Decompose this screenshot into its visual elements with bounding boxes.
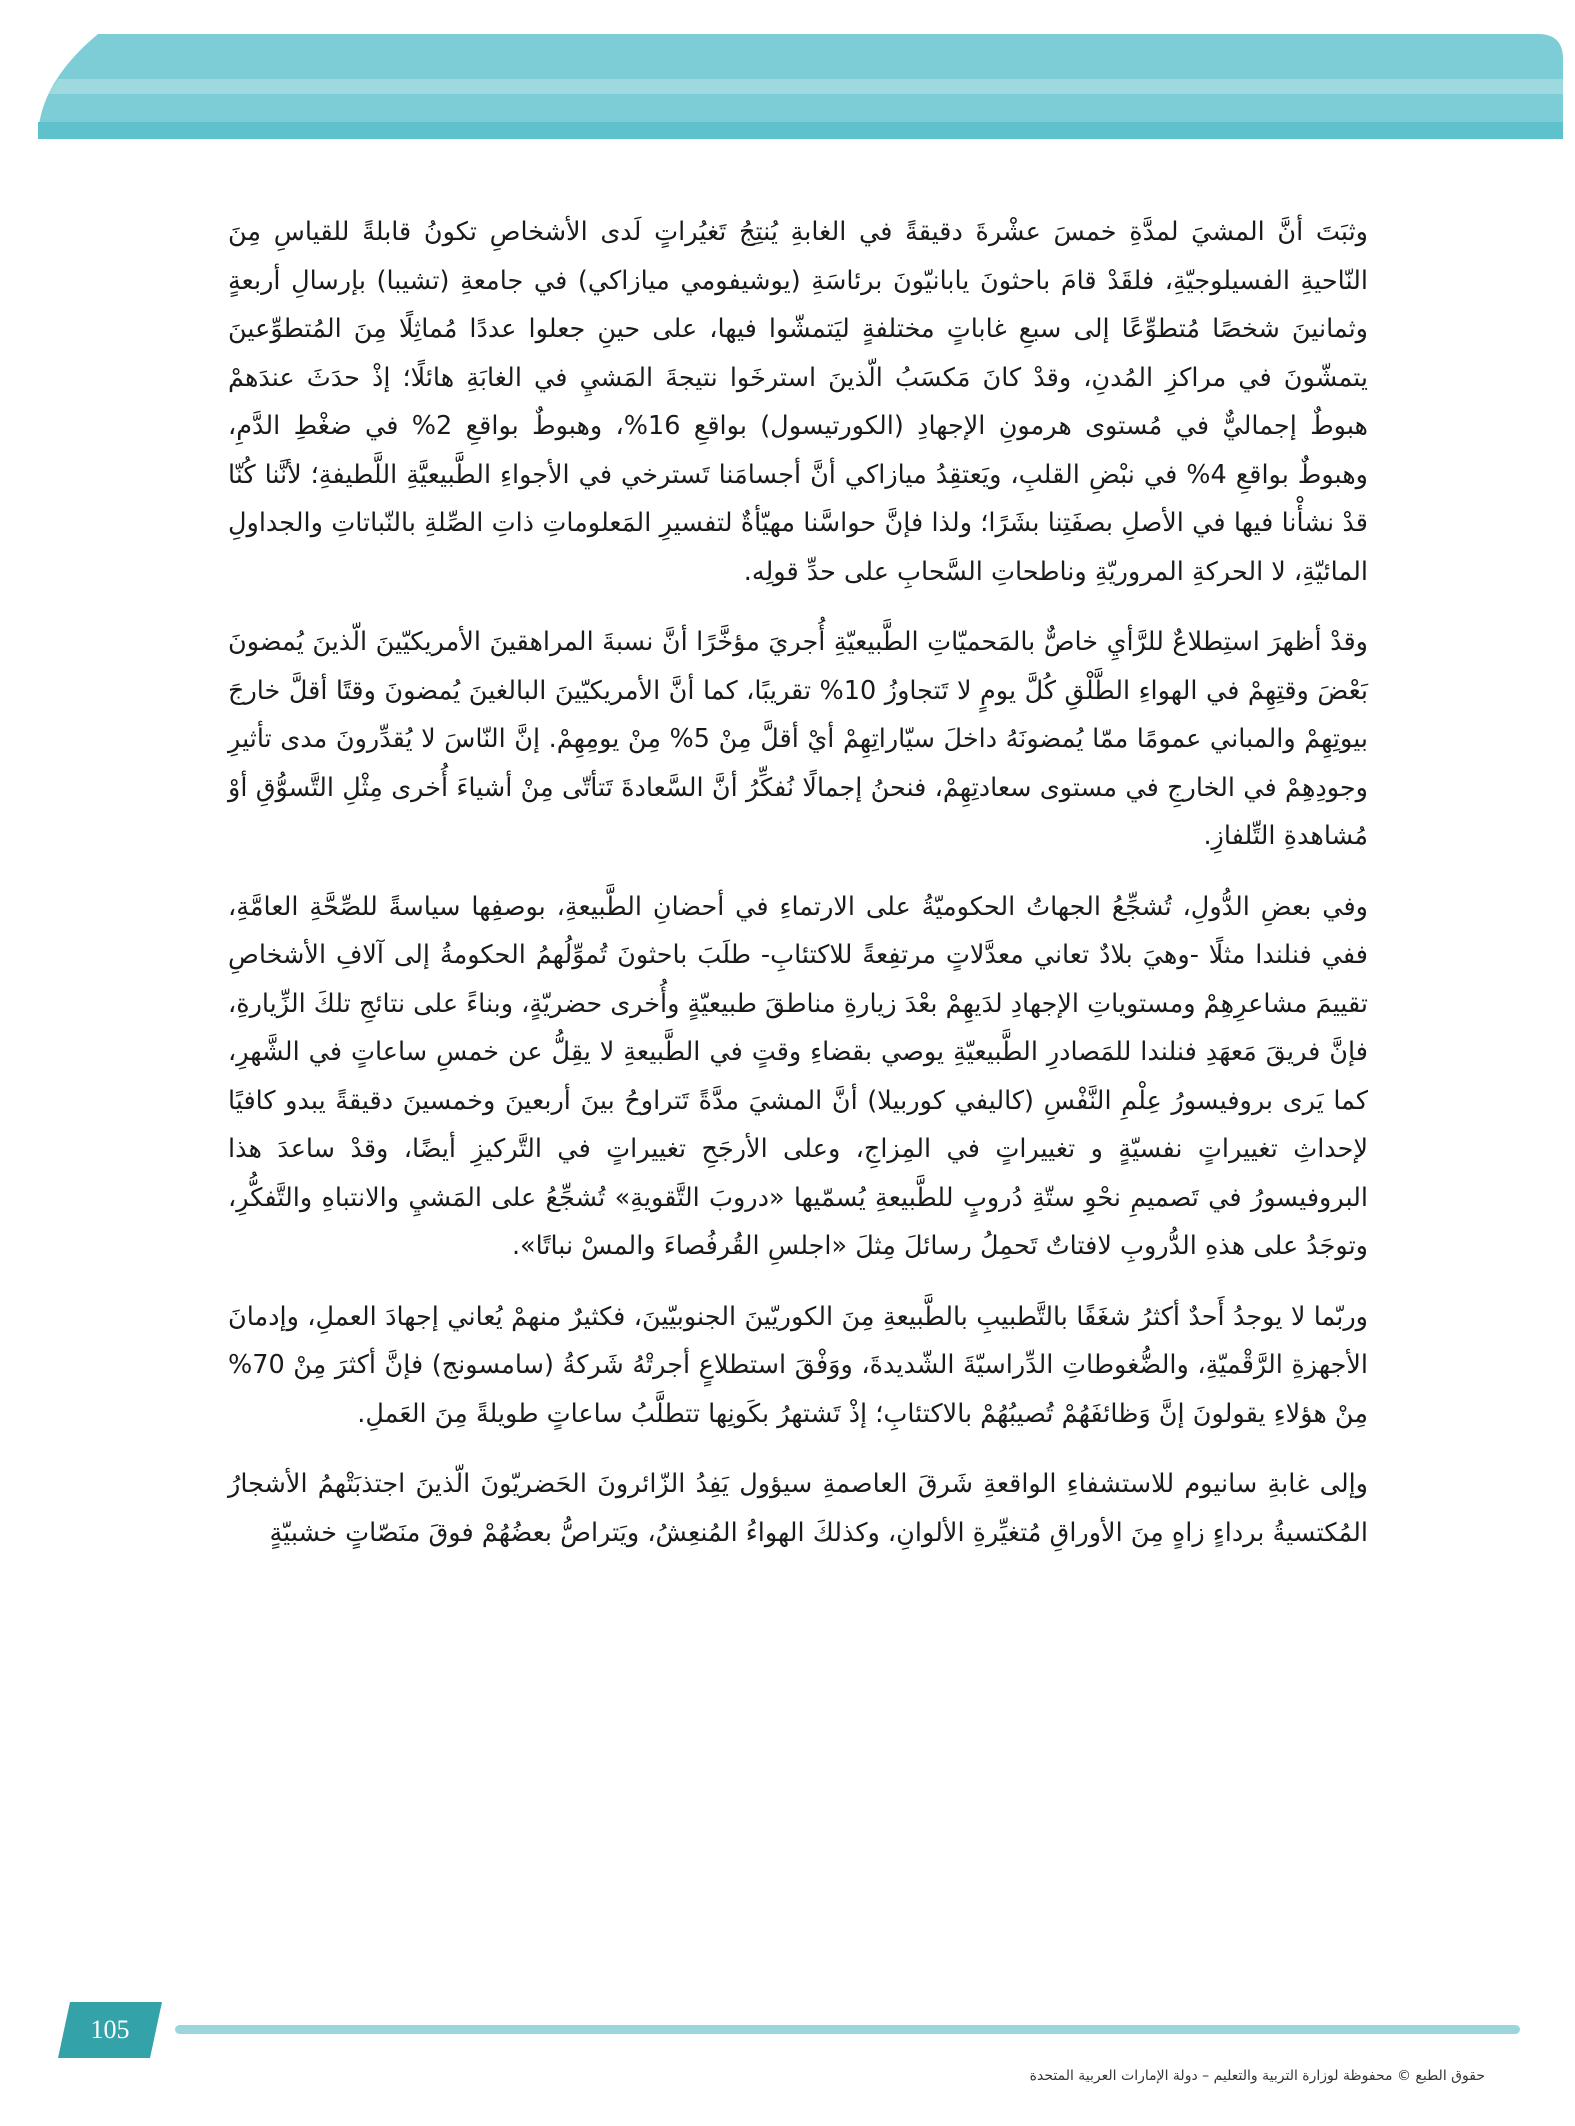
article-body	[228, 208, 1368, 1579]
page-number: 105	[90, 2015, 130, 2044]
footer-divider	[175, 2025, 1520, 2034]
page-number-badge	[58, 2002, 162, 2058]
header-banner	[38, 34, 1563, 139]
copyright-notice: حقوق الطبع © محفوظة لوزارة التربية والتعليم – دولة الإمارات العربية المتحدة	[1029, 2068, 1485, 2084]
paragraph-3: وفي بعضِ الدُّولِ، تُشجِّعُ الجهاتُ الحكوميّةُ على الارتماءِ في أحضانِ الطَّبيعةِ، بوصفِها سياسةً للصِّحَّةِ العامَّةِ، ففي فنلندا مثلًا -وهيَ بلادٌ تعاني معدَّلاتٍ مرتفِعةً للاكتئابِ- طلَبَ باحثونَ تُموِّلُهمُ الحكومةُ إلى آلافِ الأشخاصِ تقييمَ مشاعرِهِمْ ومستوياتِ الإجهادِ لدَيهِمْ بعْدَ زيارةِ مناطقَ طبيعيّةٍ وأُخرى حضريّةٍ، وبناءً على نتائجِ تلكَ الزِّيارةِ، فإنَّ فريقَ مَعهَدِ فنلندا للمَصادرِ الطَّبيعيّةِ يوصي بقضاءِ وقتٍ في الطَّبيعةِ لا يقِلُّ عن خمسِ ساعاتٍ في الشَّهرِ، كما يَرى بروفيسورُ عِلْمِ النَّفْسِ (كاليفي كوربيلا) أنَّ المشيَ مدَّةً تَتراوحُ بينَ أربعينَ وخمسينَ دقيقةً يبدو كافيًا لإحداثِ تغييراتٍ نفسيّةٍ و تغييراتٍ في المِزاجِ، وعلى الأرجَحِ تغييراتٍ في التَّركيزِ أيضًا، وقدْ ساعدَ هذا البروفيسورُ في تَصميمِ نحْوِ ستّةِ دُروبٍ للطَّبيعةِ يُسمّيها «دروبَ التَّقويةِ» تُشجِّعُ على المَشيِ والانتباهِ والتَّفكُّرِ، وتوجَدُ على هذهِ الدُّروبِ لافتاتٌ تَحمِلُ رسائلَ مِثلَ «اجلسِ القُرفُصاءَ والمسْ نباتًا».	[228, 891, 1368, 1261]
paragraph-5: وإلى غابةِ سانيوم للاستشفاءِ الواقعةِ شَرقَ العاصمةِ سيؤول يَفِدُ الزّائرونَ الحَضريّونَ الّذينَ اجتذبَتْهمُ الأشجارُ المُكتسيةُ برداءٍ زاهٍ مِنَ الأوراقِ مُتغيِّرةِ الألوانِ، وكذلكَ الهواءُ المُنعِشُ، ويَتراصُّ بعضُهُمْ فوقَ منَصّاتٍ خشبيّةٍ	[228, 1469, 1368, 1548]
paragraph-4: وربّما لا يوجدُ أَحدٌ أكثرُ شغَفًا بالتَّطبيبِ بالطَّبيعةِ مِنَ الكوريّينَ الجنوبيّينَ، فكثيرٌ منهمْ يُعاني إجهادَ العملِ، وإدمانَ الأجهزةِ الرَّقْميّةِ، والضُّغوطاتِ الدِّراسيّةَ الشّديدةَ، ووَفْقَ استطلاعٍ أجرتْهُ شَركةُ (سامسونج) فإنَّ أكثرَ مِنْ 70% مِنْ هؤلاءِ يقولونَ إنَّ وَظائفَهُمْ تُصيبُهُمْ بالاكتئابِ؛ إذْ تَشتهرُ بكَونِها تتطلَّبُ ساعاتٍ طويلةً مِنَ العَملِ.	[228, 1301, 1368, 1429]
paragraph-1: وثبَتَ أنَّ المشيَ لمدَّةِ خمسَ عشْرةَ دقيقةً في الغابةِ يُنتِجُ تَغيُراتٍ لَدى الأشخاصِ تكونُ قابلةً للقياسِ مِنَ النّاحيةِ الفسيلوجيّةِ، فلقَدْ قامَ باحثونَ يابانيّونَ برئاسَةِ (يوشيفومي ميازاكي) في جامعةِ (تشيبا) بإرسالِ أربعةٍ وثمانينَ شخصًا مُتطوِّعًا إلى سبعِ غاباتٍ مختلفةٍ ليَتمشّوا فيها، على حينِ جعلوا عددًا مُماثِلًا مِنَ المُتطوِّعينَ يتمشّونَ في مراكزِ المُدنِ، وقدْ كانَ مَكسَبُ الّذينَ استرخَوا نتيجةَ المَشيِ في الغابَةِ هائلًا؛ إذْ حدَثَ عندَهمْ هبوطٌ إجماليٌّ في مُستوى هرمونِ الإجهادِ (الكورتيسول) بواقعِ 16%، وهبوطٌ بواقعِ 2% في ضغْطِ الدَّمِ، وهبوطٌ بواقعِ 4% في نبْضِ القلبِ، ويَعتقِدُ ميازاكي أنَّ أجسامَنا تَسترخي في الأجواءِ الطَّبيعيَّةِ اللَّطيفةِ؛ لأنَّنا كُنّا قدْ نشأْنا فيها في الأصلِ بصفَتِنا بشَرًا؛ ولذا فإنَّ حواسَّنا مهيّأةٌ لتفسيرِ المَعلوماتِ ذاتِ الصِّلةِ بالنّباتاتِ والجداولِ المائيّةِ، لا الحركةِ المروريّةِ وناطحاتِ السَّحابِ على حدِّ قولِه.	[228, 217, 1368, 587]
header-banner-shape	[38, 34, 1563, 139]
paragraph-2: وقدْ أظهرَ استِطلاعٌ للرَّأيِ خاصٌّ بالمَحميّاتِ الطَّبيعيّةِ أُجريَ مؤخَّرًا أنَّ نسبةَ المراهقينَ الأمريكيّينَ الّذينَ يُمضونَ بَعْضَ وقتِهِمْ في الهواءِ الطَّلْقِ كُلَّ يومٍ لا تَتجاوزُ 10% تقريبًا، كما أنَّ الأمريكيّينَ البالغينَ يُمضونَ وقتًا أقلَّ خارجَ بيوتِهِمْ والمباني عمومًا ممّا يُمضونَهُ داخلَ سيّاراتِهِمْ أيْ أقلَّ مِنْ 5% مِنْ يومِهِمْ. إنَّ النّاسَ لا يُقدِّرونَ مدى تأثيرِ وجودِهِمْ في الخارجِ في مستوى سعادتِهِمْ، فنحنُ إجمالًا نُفكِّرُ أنَّ السَّعادةَ تَتأتّى مِنْ أشياءَ أُخرى مِثْلِ التَّسوُّقِ أوْ مُشاهدةِ التِّلفازِ.	[228, 627, 1368, 851]
